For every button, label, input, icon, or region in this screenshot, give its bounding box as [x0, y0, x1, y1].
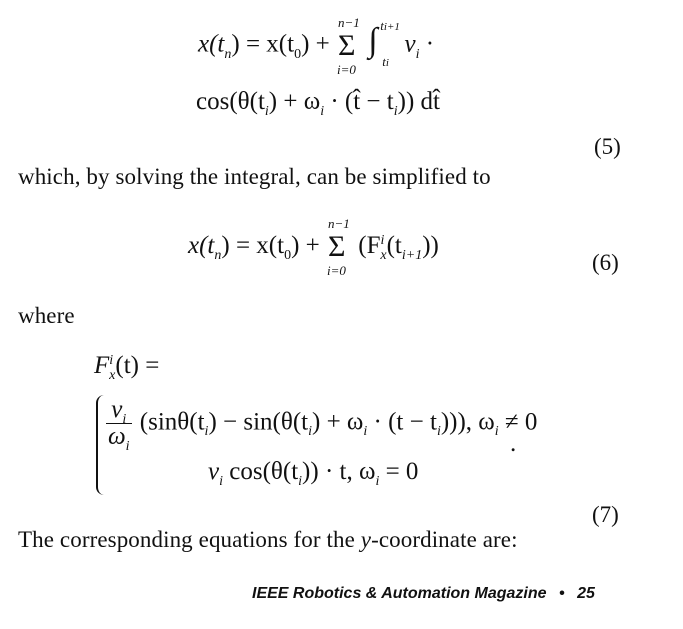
eq5-sum-lower: i=0 — [337, 62, 356, 77]
eq5-lhs-sub: n — [224, 46, 232, 62]
eq5-int-upper: t — [380, 18, 384, 33]
eq5-end: )) dt̂ — [397, 88, 440, 115]
eq6-lhs: x(t — [188, 232, 215, 259]
eq6-number: (6) — [592, 250, 619, 275]
eq7-case1-c: ) + ω — [312, 408, 364, 436]
eq6-sum-lower: i=0 — [327, 263, 346, 279]
eq7-F-sup: i — [109, 353, 114, 368]
eq6-close: )) — [422, 232, 439, 259]
eq5-int-lower-sub: i — [385, 57, 389, 69]
eq5-dot: · — [425, 30, 435, 58]
eq5-eq: ) = x(t — [231, 30, 295, 58]
eq7-case2-v-sub: i — [219, 474, 223, 489]
eq5-v: v — [404, 30, 416, 58]
eq6-arg-sub: i+1 — [401, 248, 423, 263]
eq7-case1-sub-b: i — [308, 424, 312, 440]
eq6-eq: ) = x(t — [221, 232, 285, 259]
eq5-int-upper-sub: i+1 — [383, 21, 400, 33]
eq7-F-arg: (t) = — [115, 352, 160, 379]
page-footer — [252, 585, 595, 603]
eq6-arg: (t — [386, 232, 402, 259]
eq7-case2-sub: i — [298, 474, 303, 489]
eq5-lhs: x(t — [198, 30, 225, 58]
eq5-line1 — [198, 15, 435, 77]
eq5-cos: cos(θ(t — [196, 88, 265, 115]
eq7-case2-cond: = 0 — [385, 458, 419, 485]
eq7-frac-den-sub: i — [125, 439, 130, 455]
eq7-case1 — [106, 396, 538, 455]
eq7-F: F — [94, 352, 110, 379]
eq7-case2-cos: cos(θ(t — [229, 458, 299, 485]
paragraph3-pre: The corresponding equations for the — [18, 527, 361, 552]
eq7-case2 — [208, 458, 419, 489]
eq6-body-sub: x — [380, 248, 387, 263]
eq5-sum-symbol: n−1 Σ i=0 — [337, 15, 360, 77]
eq6-body: (F — [358, 232, 381, 259]
eq7-F-sub: x — [109, 368, 116, 383]
eq5-mid: ) + ω — [268, 88, 321, 115]
eq5-mid2: · (t̂ − t — [330, 88, 394, 115]
footer-page-number: 25 — [577, 585, 595, 602]
eq6-sum-upper: n−1 — [328, 216, 350, 232]
eq7-case1-cond: ≠ 0 — [504, 408, 538, 436]
eq5-v-sub: i — [415, 46, 420, 62]
footer-bullet: • — [559, 585, 565, 602]
eq7-case2-v: v — [208, 458, 220, 485]
eq6-body-sup: i — [380, 233, 385, 248]
eq7-frac-num-sub: i — [122, 412, 127, 427]
paragraph-y-coordinate — [18, 527, 518, 553]
paragraph3-var: y — [360, 527, 372, 552]
eq5-close: ) + — [301, 30, 330, 58]
eq7-number: (7) — [592, 502, 619, 527]
eq5-line2 — [196, 88, 440, 119]
eq7-trailing-dot: . — [510, 430, 517, 457]
eq7-case1-sub-c: i — [363, 424, 368, 440]
eq7-lhs — [94, 352, 160, 383]
paragraph3-post: -coordinate are: — [371, 527, 518, 552]
eq7-frac-den: ω — [108, 423, 126, 451]
paragraph-simplified: which, by solving the integral, can be simplified to — [18, 164, 491, 189]
eq6-lhs-sub: n — [214, 248, 222, 263]
eq5-number: (5) — [594, 134, 621, 159]
eq6-plus: ) + — [291, 232, 320, 259]
eq6-t0-sub: 0 — [284, 248, 292, 263]
eq5-omega-sub: i — [320, 104, 325, 119]
eq6 — [188, 216, 439, 279]
eq7-case1-d: · (t − t — [373, 408, 437, 436]
eq7-case1-cond-sub: i — [494, 424, 499, 440]
eq5-integral-symbol: ∫ ti+1 ti — [368, 18, 400, 69]
eq5-t-sub: i — [393, 104, 398, 119]
eq7-frac-num: v — [111, 396, 123, 423]
eq7-case1-sub-a: i — [204, 424, 209, 440]
eq7-case1-e: ))), ω — [440, 408, 495, 436]
eq7-case1-a: (sinθ(t — [139, 408, 205, 436]
eq7-case2-end: )) · t, ω — [302, 458, 376, 485]
eq7-fraction — [106, 396, 132, 455]
paragraph-where: where — [18, 303, 75, 328]
footer-journal: IEEE Robotics & Automation Magazine — [252, 585, 547, 602]
eq5-int-lower: t — [382, 54, 386, 69]
eq7-case2-cond-sub: i — [375, 474, 380, 489]
eq7-case1-b: ) − sin(θ(t — [208, 408, 309, 436]
eq6-sum-symbol: n−1 Σ i=0 — [327, 216, 350, 279]
eq7-case1-sub-d: i — [436, 424, 441, 440]
eq5-t0-sub: 0 — [294, 46, 302, 62]
eq5-sum-upper: n−1 — [338, 15, 360, 30]
eq5-cos-sub: i — [264, 104, 269, 119]
